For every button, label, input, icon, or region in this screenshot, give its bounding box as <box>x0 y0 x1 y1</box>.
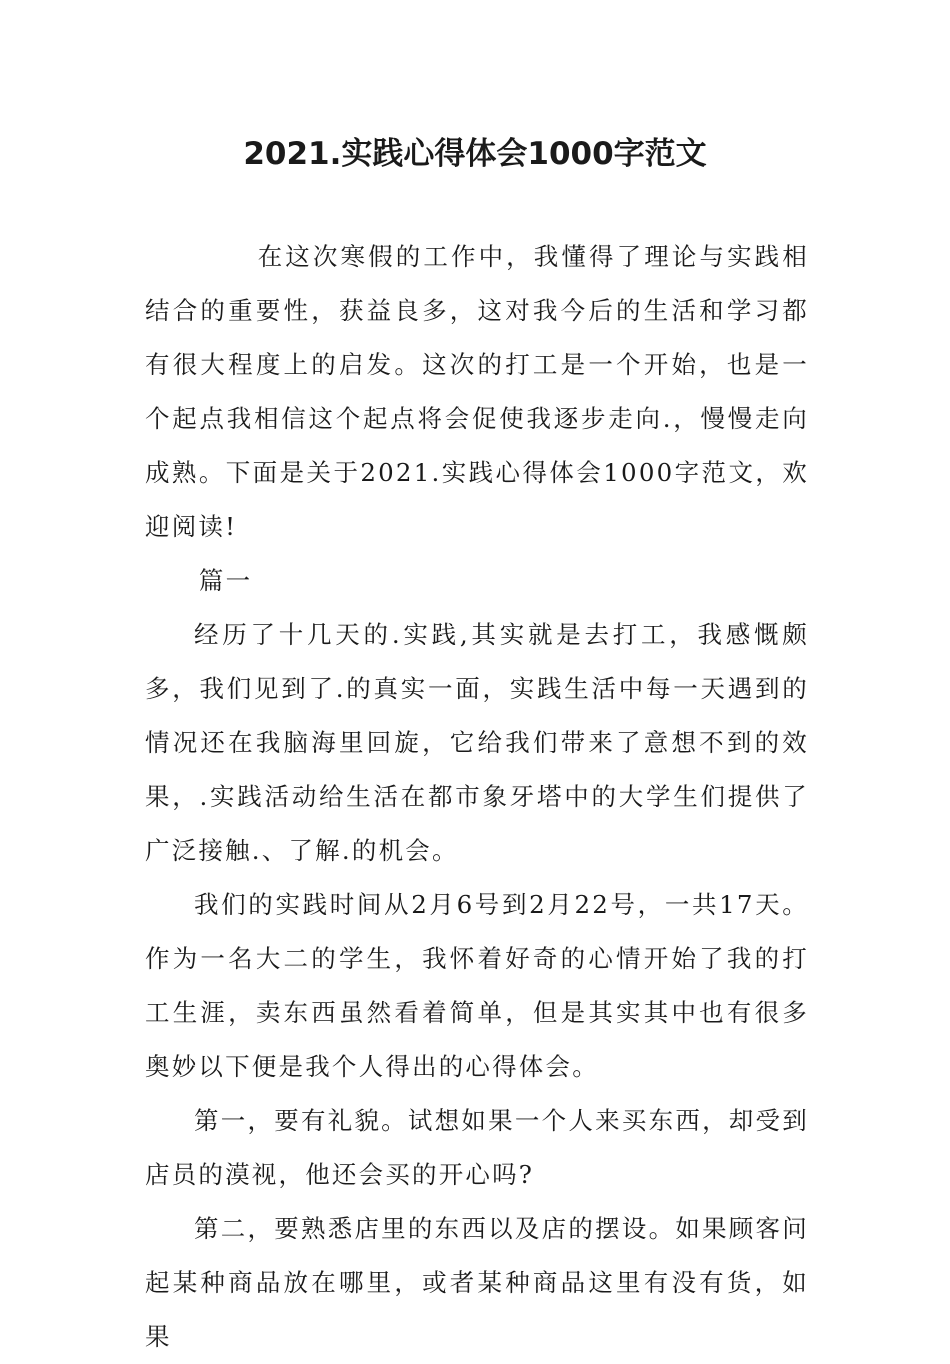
document-body <box>145 230 809 1364</box>
paragraph: 第二，要熟悉店里的东西以及店的摆设。如果顾客问起某种商品放在哪里，或者某种商品这里有没有货，如果 <box>145 1214 809 1351</box>
paragraph: 我们的实践时间从2月6号到2月22号，一共17天。作为一名大二的学生，我怀着好奇的心情开始了我的打工生涯，卖东西虽然看着简单，但是其实其中也有很多奥妙以下便是我个人得出的心得体会。 <box>145 890 809 1081</box>
document-title: 2021.实践心得体会1000字范文 <box>243 136 707 172</box>
paragraph: 经历了十几天的.实践,其实就是去打工，我感慨颇多，我们见到了.的真实一面，实践生活中每一天遇到的情况还在我脑海里回旋，它给我们带来了意想不到的效果，.实践活动给生活在都市象牙塔中的大学生们提供了广泛接触.、了解.的机会。 <box>145 620 809 865</box>
paragraph-intro: 在这次寒假的工作中，我懂得了理论与实践相结合的重要性，获益良多，这对我今后的生活和学习都有很大程度上的启发。这次的打工是一个开始，也是一个起点我相信这个起点将会促使我逐步走向.，慢慢走向成熟。下面是关于2021.实践心得体会1000字范文，欢迎阅读! <box>145 242 809 541</box>
section-heading: 篇一 <box>198 566 253 595</box>
paragraph: 第一，要有礼貌。试想如果一个人来买东西，却受到店员的漠视，他还会买的开心吗? <box>145 1106 809 1189</box>
